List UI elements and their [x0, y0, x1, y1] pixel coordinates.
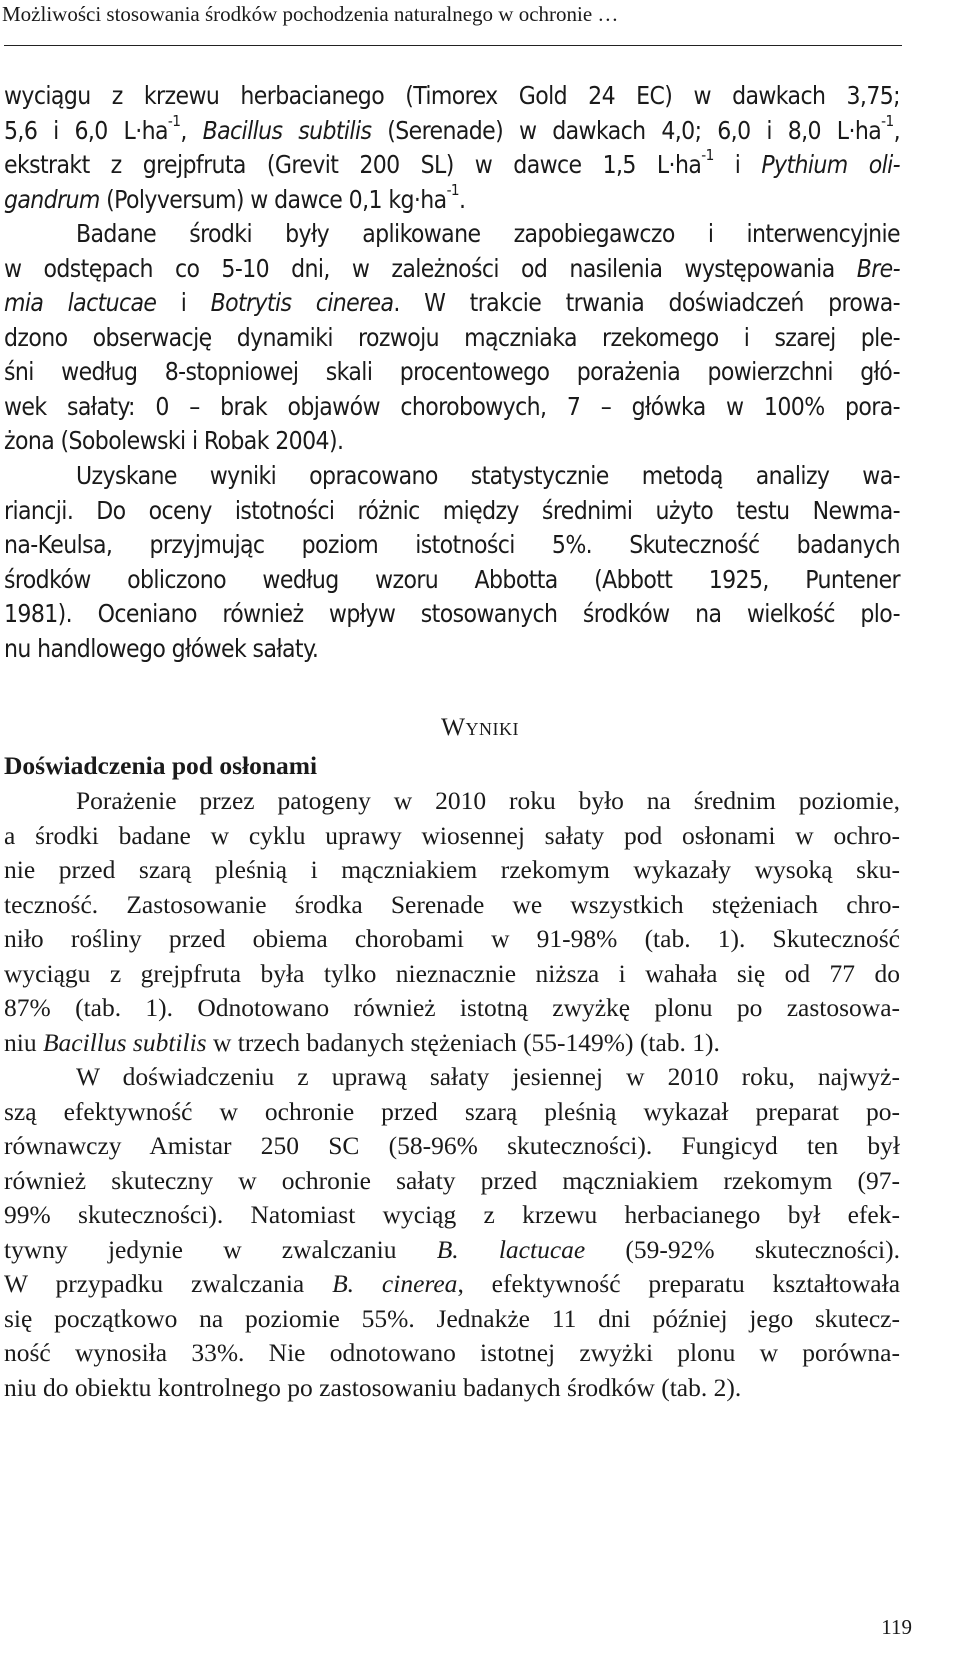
text-line: wyciągu z krzewu herbacianego (Timorex Gold 24 EC) w dawkach 3,75;: [4, 81, 900, 110]
intro-paragraph: [4, 79, 900, 217]
results-paragraph-2: [4, 1060, 900, 1405]
running-header: Możliwości stosowania środków pochodzenia naturalnego w ochronie …: [2, 2, 619, 26]
text-line: 5,6 i 6,0 $L\cdot ha^{-1}$, Bacillus subtilis (Serenade) w dawkach 4,0; 6,0 i 8,0 $L\cdot ha^{-1}$,: [4, 111, 900, 145]
species-name: Botrytis cinerea: [210, 288, 394, 317]
text-line: Badane środki były aplikowane zapobiegawczo i interwencyjnie: [76, 219, 900, 248]
method-paragraph: [4, 217, 900, 459]
text-line: 99% skuteczności). Natomiast wyciąg z krzewu herbacianego był efek-: [4, 1200, 900, 1229]
text-line: środków obliczono według wzoru Abbotta (Abbott 1925, Puntener: [4, 564, 900, 594]
stats-paragraph: [4, 459, 900, 666]
subsection-heading: Doświadczenia pod osłonami: [4, 751, 318, 780]
text-line: teczność. Zastosowanie środka Serenade we wszystkich stężeniach chro-: [4, 889, 900, 919]
text-line: gandrum (Polyversum) w dawce 0,1 $kg\cdot ha^{-1}$.: [4, 180, 466, 214]
text-line: na-Keulsa, przyjmując poziom istotności 5%. Skuteczność badanych: [4, 530, 900, 559]
text-line: 1981). Oceniano również wpływ stosowanych środków na wielkość plo-: [4, 599, 900, 628]
text-line: niu Bacillus subtilis w trzech badanych stężeniach (55-149%) (tab. 1).: [4, 1027, 720, 1057]
text-line: niło rośliny przed obiema chorobami w 91-98% (tab. 1). Skuteczność: [4, 924, 900, 953]
page-number: 119: [881, 1615, 912, 1639]
header-rule: [4, 45, 902, 46]
results-paragraph-1: [4, 784, 900, 1060]
text-line: mia lactucae i Botrytis cinerea. W trakcie trwania doświadczeń prowa-: [4, 288, 900, 317]
text-line: nu handlowego główek sałaty.: [4, 633, 319, 663]
species-name: Bacillus subtilis: [202, 115, 372, 145]
text-line: również skuteczny w ochronie sałaty przed mączniakiem rzekomym (97-: [4, 1165, 900, 1195]
text-line: wyciągu z grejpfruta była tylko nieznacznie niższa i wahała się od 77 do: [4, 958, 900, 988]
species-name: B. cinerea: [332, 1269, 458, 1298]
species-name: gandrum: [4, 184, 100, 214]
text-line: Porażenie przez patogeny w 2010 roku było na średnim poziomie,: [76, 786, 900, 815]
text-line: wek sałaty: 0 – brak objawów chorobowych, 7 – główka w 100% pora-: [4, 391, 900, 421]
species-name: Bacillus subtilis: [42, 1027, 207, 1057]
species-name: mia lactucae: [4, 288, 157, 317]
species-name: Bre-: [856, 253, 900, 283]
text-line: żona (Sobolewski i Robak 2004).: [4, 426, 344, 455]
text-line: ekstrakt z grejpfruta (Grevit 200 SL) w dawce 1,5 $L\cdot ha^{-1}$ i Pythium oli-: [4, 146, 900, 179]
section-title: Wyniki: [440, 712, 520, 741]
species-name: B. lactucae: [436, 1234, 586, 1264]
text-line: tywny jedynie w zwalczaniu B. lactucae (59-92% skuteczności).: [4, 1234, 900, 1264]
text-line: ność wynosiła 33%. Nie odnotowano istotnej zwyżki plonu w porówna-: [4, 1338, 900, 1367]
text-line: 87% (tab. 1). Odnotowano również istotną zwyżkę plonu po zastosowa-: [4, 993, 900, 1022]
text-line: W przypadku zwalczania B. cinerea, efektywność preparatu kształtowała: [4, 1269, 901, 1298]
text-line: się początkowo na poziomie 55%. Jednakże 11 dni później jego skutecz-: [4, 1303, 900, 1333]
text-line: szą efektywność w ochronie przed szarą pleśnią wykazał preparat po-: [4, 1096, 900, 1126]
text-line: nie przed szarą pleśnią i mączniakiem rzekomym wykazały wysoką sku-: [4, 855, 900, 884]
text-line: dzono obserwację dynamiki rozwoju mączniaka rzekomego i szarej ple-: [4, 322, 900, 352]
text-line: W doświadczeniu z uprawą sałaty jesiennej w 2010 roku, najwyż-: [76, 1062, 900, 1091]
text-line: Uzyskane wyniki opracowano statystycznie metodą analizy wa-: [76, 461, 900, 490]
text-line: w odstępach co 5-10 dni, w zależności od nasilenia występowania Bre-: [4, 253, 900, 283]
text-line: równawczy Amistar 250 SC (58-96% skuteczności). Fungicyd ten był: [4, 1131, 900, 1160]
species-name: Pythium oli-: [761, 150, 900, 179]
text-line: riancji. Do oceny istotności różnic między średnimi użyto testu Newma-: [4, 495, 900, 525]
text-line: niu do obiektu kontrolnego po zastosowaniu badanych środków (tab. 2).: [4, 1372, 742, 1402]
text-line: śni według 8-stopniowej skali procentowego porażenia powierzchni głó-: [4, 357, 900, 386]
text-line: a środki badane w cyklu uprawy wiosennej sałaty pod osłonami w ochro-: [4, 820, 900, 850]
